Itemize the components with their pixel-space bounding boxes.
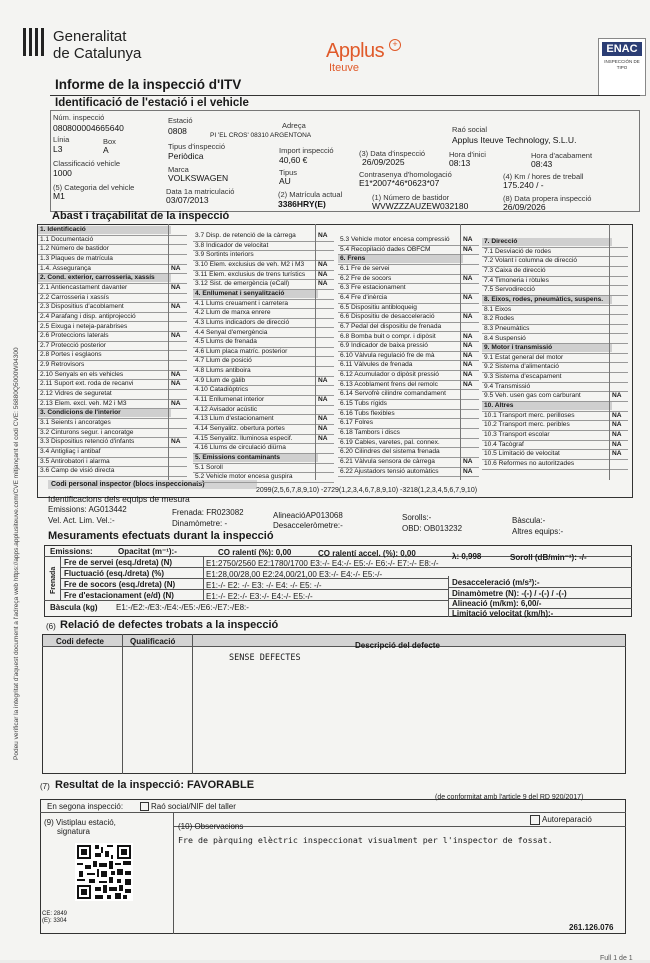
defecte-row: SENSE DEFECTES	[229, 653, 301, 663]
fluctuacio: E1:28,00/28,00 E2:24,00/21,00 E3:-/- E4:-/- E5:-/-	[206, 570, 383, 579]
checklist-na-badge: NA	[463, 332, 473, 340]
estacio: 0808	[168, 126, 187, 136]
checklist-item: 5. Emissions contaminants	[193, 454, 318, 462]
col-descripcio: Descripció del defecte	[355, 641, 440, 650]
checklist-item: 9.1 Estat general del motor	[484, 353, 564, 361]
checklist-item: 6. Frens	[338, 255, 463, 263]
checklist-item: 4.9 Llum de gàlib	[195, 376, 246, 384]
checklist-item: 3.8 Indicador de velocitat	[195, 241, 269, 249]
equip-bascula: Bàscula:-	[512, 516, 546, 525]
alineacio: Alineació (m/km): 6,00/-	[452, 599, 542, 608]
checklist-item: 7.5 Servodirecció	[484, 286, 535, 294]
conformitat: (de conformitat amb l'article 9 del RD 920/2017)	[435, 794, 584, 801]
checklist-na-badge: NA	[171, 380, 181, 388]
checklist-item: 6.12 Acumulador o dipòsit pressió	[340, 371, 439, 379]
checklist-row-line	[338, 476, 479, 477]
checklist-col-divider	[460, 224, 461, 480]
resultat: Resultat de la inspecció: FAVORABLE	[55, 779, 255, 791]
checklist-item: 6.13 Acoblament frens del remolc	[340, 380, 438, 388]
checklist-item: 4.10 Catadiòptrics	[195, 386, 249, 394]
generalitat-logo-icon	[22, 27, 46, 57]
checklist-item: 9.2 Sistema d'alimentació	[484, 363, 559, 371]
checklist-item: 6.7 Pedal del dispositiu de frenada	[340, 322, 442, 330]
num-inspeccio-label: Núm. inspecció	[53, 113, 105, 122]
checklist-item: 9.3 Sistema d'escapament	[484, 373, 562, 381]
checklist-item: 4.11 Enllumenat interior	[195, 396, 265, 404]
checklist-item: 3.11 Elem. exclusius de trens turístics	[195, 270, 306, 278]
checklist-na-badge: NA	[612, 421, 622, 429]
equips-label: Identificacions dels equips de mesura	[48, 494, 190, 504]
equip-emissions: Emissions: AG013442	[48, 505, 127, 514]
checklist-item: 3.3 Dispositius retenció d'infants	[40, 438, 135, 446]
bascula-label: Bàscula (kg)	[50, 603, 98, 612]
checklist-item: 6.11 Vàlvules de frenada	[340, 361, 413, 369]
checklist-item: 6.10 Vàlvula regulació fre de mà	[340, 351, 435, 359]
import-label: Import inspecció	[279, 146, 334, 155]
checklist-item: 6.4 Fre d'inèrcia	[340, 293, 388, 301]
section-mesuraments: Mesuraments efectuats durant la inspecció	[48, 530, 274, 542]
hora-acabament: 08:43	[531, 159, 553, 169]
checklist-item: 3.2 Cinturons segur. i ancoratge	[40, 428, 134, 436]
propera-label: (8) Data propera inspecció	[503, 194, 592, 203]
resultat-num: (7)	[40, 782, 50, 791]
document-number: 261.126.076	[569, 923, 614, 932]
codi-inspector: 2099(2,5,6,7,8,9,10) -2729(1,2,3,4,6,7,8,9,10) -3218(1,2,3,4,5,6,7,9,10)	[256, 487, 478, 494]
checklist-item: 2.10 Senyals en els vehicles	[40, 370, 124, 378]
checklist-item: 2.7 Protecció posterior	[40, 341, 106, 349]
marca-label: Marca	[168, 165, 189, 174]
iteuve-logo: Iteuve	[329, 62, 359, 74]
checklist-item: 3.5 Antirobatori i alarma	[40, 457, 110, 465]
equip-desaccelerometre: Desacceleròmetre:-	[273, 521, 343, 530]
checklist-na-badge: NA	[463, 361, 473, 369]
checklist-item: 2.6 Proteccions laterals	[40, 332, 109, 340]
checklist-na-badge: NA	[171, 399, 181, 407]
checklist-item: 6.3 Fre estacionament	[340, 284, 406, 292]
checklist-na-badge: NA	[318, 270, 328, 278]
checklist-item: 10.1 Transport merc. perilloses	[484, 411, 575, 419]
fre-socors: E1:-/- E2: -/- E3: -/- E4: -/- E5: -/-	[206, 581, 322, 590]
checklist-na-badge: NA	[463, 342, 473, 350]
checklist-na-badge: NA	[463, 236, 473, 243]
fre-estacionament: E1:-/- E2:-/- E3:-/- E4:-/- E5:-/-	[206, 592, 313, 601]
qr-code-icon	[75, 843, 133, 901]
tipus-inspeccio: Periòdica	[168, 151, 204, 161]
checklist-na-badge: NA	[318, 260, 328, 268]
dinamometre: Dinamòmetre (N): -(-) / -(-) / -(-)	[452, 589, 567, 598]
observacions-label: (10) Observacions	[178, 822, 244, 831]
checklist-row-line	[482, 469, 628, 470]
checklist-na-badge: NA	[171, 370, 181, 378]
rao-social-label: Raó social	[452, 125, 488, 134]
matricula: 3386HRY(E)	[278, 199, 326, 209]
desacceleracio: Desacceleració (m/s²):-	[452, 578, 540, 587]
checklist-item: 6.21 Vàlvula sensora de càrrega	[340, 457, 435, 465]
data-inspeccio: 26/09/2025	[362, 157, 405, 167]
checklist-item: 7. Direcció	[482, 238, 612, 246]
checklist-item: 6.20 Cilindres del sistema frenada	[340, 448, 440, 456]
num-inspeccio: 080800004665640	[53, 123, 124, 133]
checklist-na-badge: NA	[463, 380, 473, 388]
defectes-num: (6)	[46, 622, 56, 631]
checklist-na-badge: NA	[318, 425, 328, 432]
checklist-item: 2.13 Elem. excl. veh. M2 i M3	[40, 399, 127, 407]
checklist-item: 4.1 Llums creuament i carretera	[195, 299, 289, 307]
tipus-inspeccio-label: Tipus d'inspecció	[168, 142, 226, 151]
checklist-col-divider	[168, 224, 169, 480]
mes-emissions: Emissions:	[50, 547, 93, 556]
checklist-na-badge: NA	[318, 376, 328, 384]
checklist-item: 2.12 Vidres de seguretat	[40, 390, 112, 398]
checklist-item: 4.4 Senyal d'emergència	[195, 328, 268, 336]
checklist-na-badge: NA	[318, 232, 328, 239]
linia-label: Línia	[53, 135, 70, 144]
checklist-na-badge: NA	[318, 396, 328, 404]
mes-opacitat: Opacitat (m⁻¹):-	[118, 547, 177, 556]
import: 40,60 €	[279, 155, 308, 165]
enac-logo: ENAC INSPECCIÓN DE TIPO	[598, 38, 646, 96]
checklist-item: 5.1 Soroll	[195, 463, 223, 471]
checklist-col-divider	[609, 224, 610, 480]
checklist-na-badge: NA	[612, 440, 622, 448]
checklist-item: 6.16 Tubs flexibles	[340, 409, 395, 417]
checklist-item: 8.2 Rodes	[484, 315, 515, 323]
marca: VOLKSWAGEN	[168, 173, 229, 183]
checklist-na-badge: NA	[463, 293, 473, 301]
checklist-na-badge: NA	[171, 303, 181, 311]
homologacio: E1*2007*46*0623*07	[359, 178, 440, 188]
checklist-item: 3.9 Sortints interiors	[195, 251, 254, 259]
checklist-col-divider	[315, 224, 316, 480]
checklist-item: 4.2 Llum de marxa enrere	[195, 309, 271, 317]
checklist-item: 2.11 Suport ext. roda de recanvi	[40, 380, 134, 388]
checklist-na-badge: NA	[463, 313, 473, 321]
data-matriculacio-label: Data 1a matriculació	[166, 187, 235, 196]
autoreparacio-label: Autoreparació	[542, 815, 592, 824]
checklist-item: 1.3 Plaques de matrícula	[40, 254, 113, 262]
mes-lambda: λ: 0,998	[452, 552, 482, 561]
box: A	[103, 145, 109, 155]
data-matriculacio: 03/07/2013	[166, 195, 209, 205]
hora-acabament-label: Hora d'acabament	[531, 151, 593, 160]
checklist-item: 6.1 Fre de servei	[340, 264, 390, 272]
checklist-na-badge: NA	[171, 283, 181, 291]
checklist-item: 4.15 Senyalitz. lluminosa especif.	[195, 434, 293, 442]
checklist-item: 1. Identificació	[38, 226, 171, 234]
classificacio-label: Classificació vehicle	[53, 159, 121, 168]
adreca-label: Adreça	[282, 121, 306, 130]
propera: 26/09/2026	[503, 202, 546, 212]
checklist-item: 3.4 Antigliaç i antibaf	[40, 447, 101, 455]
tipus-vehicle-label: Tipus	[279, 168, 298, 177]
km: 175.240 / -	[503, 180, 544, 190]
checklist-item: 10.5 Limitació de velocitat	[484, 450, 560, 458]
checklist-item: 3. Condicions de l'interior	[38, 409, 171, 417]
checklist-item: 3.7 Disp. de retenció de la càrrega	[195, 232, 296, 239]
autoreparacio-checkbox[interactable]	[530, 815, 540, 825]
estacio-label: Estació	[168, 116, 193, 125]
checklist-item: 4.6 Llum placa matríc. posterior	[195, 347, 288, 355]
checklist-item: 6.6 Dispositiu de desacceleració	[340, 313, 435, 321]
box-label: Box	[103, 137, 116, 146]
checklist-item: 4.13 Llum d'estacionament	[195, 415, 274, 423]
km-label: (4) Km / hores de treball	[503, 172, 584, 181]
linia: L3	[53, 144, 63, 154]
matricula-label: (2) Matrícula actual	[278, 190, 343, 199]
mes-co-ralenti: CO ralentí (%): 0,00	[218, 548, 292, 557]
checklist-item: 6.14 Servofrè cilindre comandament	[340, 390, 446, 398]
checklist-item: 4.5 Llums de frenada	[195, 338, 257, 346]
checklist-item: 6.18 Tambors i discs	[340, 429, 400, 436]
full-footer: Full 1 de 1	[600, 955, 633, 962]
checklist-item: 3.12 Sist. de emergència (eCall)	[195, 280, 290, 288]
defectes-table	[42, 634, 626, 774]
equip-altres: Altres equips:-	[512, 527, 564, 536]
bastidor-label: (1) Número de bastidor	[372, 193, 450, 202]
checklist-na-badge: NA	[171, 264, 181, 272]
fre-socors-label: Fre de socors (esq./dreta) (N)	[64, 580, 176, 589]
checklist-na-badge: NA	[318, 434, 328, 442]
section-defectes: Relació de defectes trobats a la inspecció	[60, 619, 279, 631]
rao-social: Applus Iteuve Technology, S.L.U.	[452, 135, 577, 145]
checklist-item: 1.2 Número de bastidor	[40, 245, 109, 253]
adreca: PI 'EL CROS' 08310 ARGENTONA	[210, 132, 312, 139]
checklist-item: 4.14 Senyalitz. obertura portes	[195, 425, 285, 432]
checklist-na-badge: NA	[463, 467, 473, 475]
checklist-item: 7.2 Volant i columna de direcció	[484, 257, 578, 265]
checklist-item: 4.3 Llums indicadors de direcció	[195, 318, 290, 326]
checklist-item: 3.10 Elem. exclusius de veh. M2 i M3	[195, 260, 305, 268]
checklist-item: 2. Cond. exterior, carrosseria, xassís	[38, 274, 171, 282]
checklist-item: 9.5 Veh. usen gas com carburant	[484, 392, 581, 400]
checklist-item: 10.2 Transport merc. peribles	[484, 421, 570, 429]
checklist-item: 2.1 Antiencastament davanter	[40, 283, 128, 291]
checklist-item: 3.1 Seients i ancoratges	[40, 419, 111, 426]
checklist-item: 6.8 Bomba buit o compr. i dipòsit	[340, 332, 436, 340]
classificacio: 1000	[53, 168, 72, 178]
checklist-item: 6.2 Fre de socors	[340, 274, 392, 282]
signatura: signatura	[57, 827, 90, 836]
checklist-row-line	[193, 482, 334, 483]
checklist-item: 2.3 Dispositius d'acoblament	[40, 303, 124, 311]
checklist-na-badge: NA	[463, 371, 473, 379]
checklist-na-badge: NA	[463, 274, 473, 282]
generalitat-line2: de Catalunya	[53, 45, 142, 62]
checklist-item: 10.3 Transport escolar	[484, 431, 550, 438]
checklist-item: 9. Motor i transmissió	[482, 344, 612, 352]
col-codi-defecte: Codi defecte	[56, 637, 105, 646]
checklist-item: 7.4 Timoneria i ròtules	[484, 276, 549, 284]
equip-frenada: Frenada: FR023082	[172, 508, 244, 517]
checklist-item: 5.3 Vehicle motor encesa compressió	[340, 236, 450, 243]
checklist-item: 4.8 Llums antiboira	[195, 367, 251, 375]
data-inspeccio-label: (3) Data d'inspecció	[359, 149, 426, 158]
observacions: Fre de pàrquing elèctric inspeccionat visualment per l'inspector de fossat.	[178, 835, 553, 845]
bascula: E1:-/E2:-/E3:-/E4:-/E5:-/E6:-/E7:-/E8:-	[116, 603, 249, 612]
mes-soroll: Soroll (dB/min⁻¹): -/-	[510, 553, 587, 562]
segona-inspeccio: En segona inspecció:	[47, 802, 124, 811]
checklist-item: 4.12 Avisador acústic	[195, 405, 258, 413]
section-abast: Abast i traçabilitat de la inspecció	[52, 210, 230, 222]
checklist-row-line	[38, 476, 187, 477]
checklist-item: 2.8 Portes i esglaons	[40, 351, 102, 359]
checklist-item: 6.22 Ajustadors tensió automàtics	[340, 467, 439, 475]
hora-inici: 08:13	[449, 158, 471, 168]
checklist-item: 9.4 Transmissió	[484, 382, 531, 390]
checklist-item: 3.6 Camp de visió directa	[40, 467, 115, 475]
equip-sorolls: Sorolls:-	[402, 513, 432, 522]
side-verification-text: Podeu verificar la integritat d'aquest document a l'adreça web https://apps.applusiteuve.com/CVE mitjançant el codi CVE: 56880Q5000W04300	[13, 347, 20, 760]
equip-alineacio: AlineacióAP013068	[273, 511, 343, 520]
checklist-item: 7.3 Caixa de direcció	[484, 266, 546, 274]
equip-dinamometre: Dinamòmetre: -	[172, 519, 228, 528]
generalitat-line1: Generalitat	[53, 28, 127, 45]
checklist-item: 5.2 Vehicle motor encesa guspira	[195, 473, 293, 481]
checklist-na-badge: NA	[463, 245, 473, 253]
checklist-na-badge: NA	[463, 351, 473, 359]
checklist-na-badge: NA	[612, 431, 622, 438]
categoria-label: (5) Categoria del vehicle	[53, 183, 135, 192]
checklist-item: 6.5 Dispositiu antibloqueig	[340, 303, 417, 311]
checklist-item: 6.19 Cables, varetes, pal. connex.	[340, 438, 440, 446]
fluctuacio-label: Fluctuació (esq./dreta) (%)	[64, 569, 165, 578]
ce-code-2: (E): 3304	[42, 918, 67, 924]
equip-obd: OBD: OB013232	[402, 524, 463, 533]
homologacio-label: Contrasenya d'homologació	[359, 170, 452, 179]
equip-vel: Vel. Act. Lim. Vel.:-	[48, 516, 115, 525]
checklist-item: 2.5 Eixuga i neteja-parabrises	[40, 322, 128, 330]
checklist-item: 10. Altres	[482, 402, 612, 410]
applus-logo: Applus	[326, 40, 385, 62]
checklist-item: 2.4 Parafang i disp. antiprojecció	[40, 312, 136, 320]
checklist-item: 2.2 Carrosseria i xassís	[40, 293, 109, 301]
checklist-item: 4.16 Llums de circulació diürna	[195, 444, 286, 452]
ce-code: CE: 2849	[42, 911, 68, 917]
mes-co-accel: CO ralentí accel. (%): 0,00	[318, 549, 416, 558]
checklist-item: 10.4 Tacògraf	[484, 440, 524, 448]
checklist-item: 10.6 Reformes no autoritzades	[484, 459, 575, 467]
checklist-item: 5.4 Recopilació dades OBFCM	[340, 245, 431, 253]
checklist-na-badge: NA	[612, 450, 622, 458]
checklist-item: 8.3 Pneumàtics	[484, 324, 530, 332]
checklist-na-badge: NA	[463, 457, 473, 465]
limitacio-velocitat: Limitació velocitat (km/h):-	[452, 609, 554, 618]
checklist-item: 1.4. Assegurança	[40, 264, 91, 272]
checklist-na-badge: NA	[318, 280, 328, 288]
fre-estacionament-label: Fre d'estacionament (e/d) (N)	[64, 591, 174, 600]
checklist-item: 2.9 Retrovisors	[40, 361, 85, 369]
report-title: Informe de la inspecció d'ITV	[55, 77, 242, 92]
checklist-item: 8.1 Eixos	[484, 305, 512, 313]
checklist-item: 6.9 Indicador de baixa pressió	[340, 342, 428, 350]
mes-frenada-label: Frenada	[50, 566, 57, 594]
checklist-item: 1.1 Documentació	[40, 235, 94, 243]
col-qualificacio: Qualificació	[130, 637, 176, 646]
codi-inspector-label: Codi personal inspector (blocs inspeccionats)	[48, 480, 257, 489]
checklist-item: 6.15 Tubs rígids	[340, 400, 387, 408]
checklist-item: 6.17 Folres	[340, 419, 373, 427]
vistiplau: (9) Vistiplau estació,	[44, 818, 116, 827]
checklist-item: 7.1 Desviació de rodes	[484, 247, 552, 255]
checklist-na-badge: NA	[318, 415, 328, 423]
checklist-item: 4. Enllumenat i senyalització	[193, 290, 318, 298]
checklist-na-badge: NA	[171, 438, 181, 446]
checklist-item: 8.4 Suspensió	[484, 334, 526, 342]
applus-plus-icon: +	[389, 39, 401, 51]
rao-nif-checkbox[interactable]	[140, 802, 149, 811]
fre-servei-label: Fre de servei (esq./dreta) (N)	[64, 558, 173, 567]
checklist-item: 8. Eixos, rodes, pneumàtics, suspens.	[482, 296, 612, 304]
checklist-na-badge: NA	[612, 411, 622, 419]
fre-servei: E1:2750/2560 E2:1780/1700 E3:-/- E4:-/- E5:-/- E6:-/- E7:-/- E8:-/-	[206, 559, 439, 568]
checklist-na-badge: NA	[171, 332, 181, 340]
categoria: M1	[53, 191, 65, 201]
checklist-na-badge: NA	[612, 392, 622, 400]
tipus-vehicle: AU	[279, 176, 291, 186]
checklist-item: 4.7 Llum de posició	[195, 357, 252, 365]
hora-inici-label: Hora d'inici	[449, 150, 486, 159]
section-identification: Identificació de l'estació i el vehicle	[55, 97, 249, 109]
bastidor: WVWZZZAUZEW032180	[372, 201, 469, 211]
rao-nif-label: Raó social/NIF del taller	[151, 802, 236, 811]
